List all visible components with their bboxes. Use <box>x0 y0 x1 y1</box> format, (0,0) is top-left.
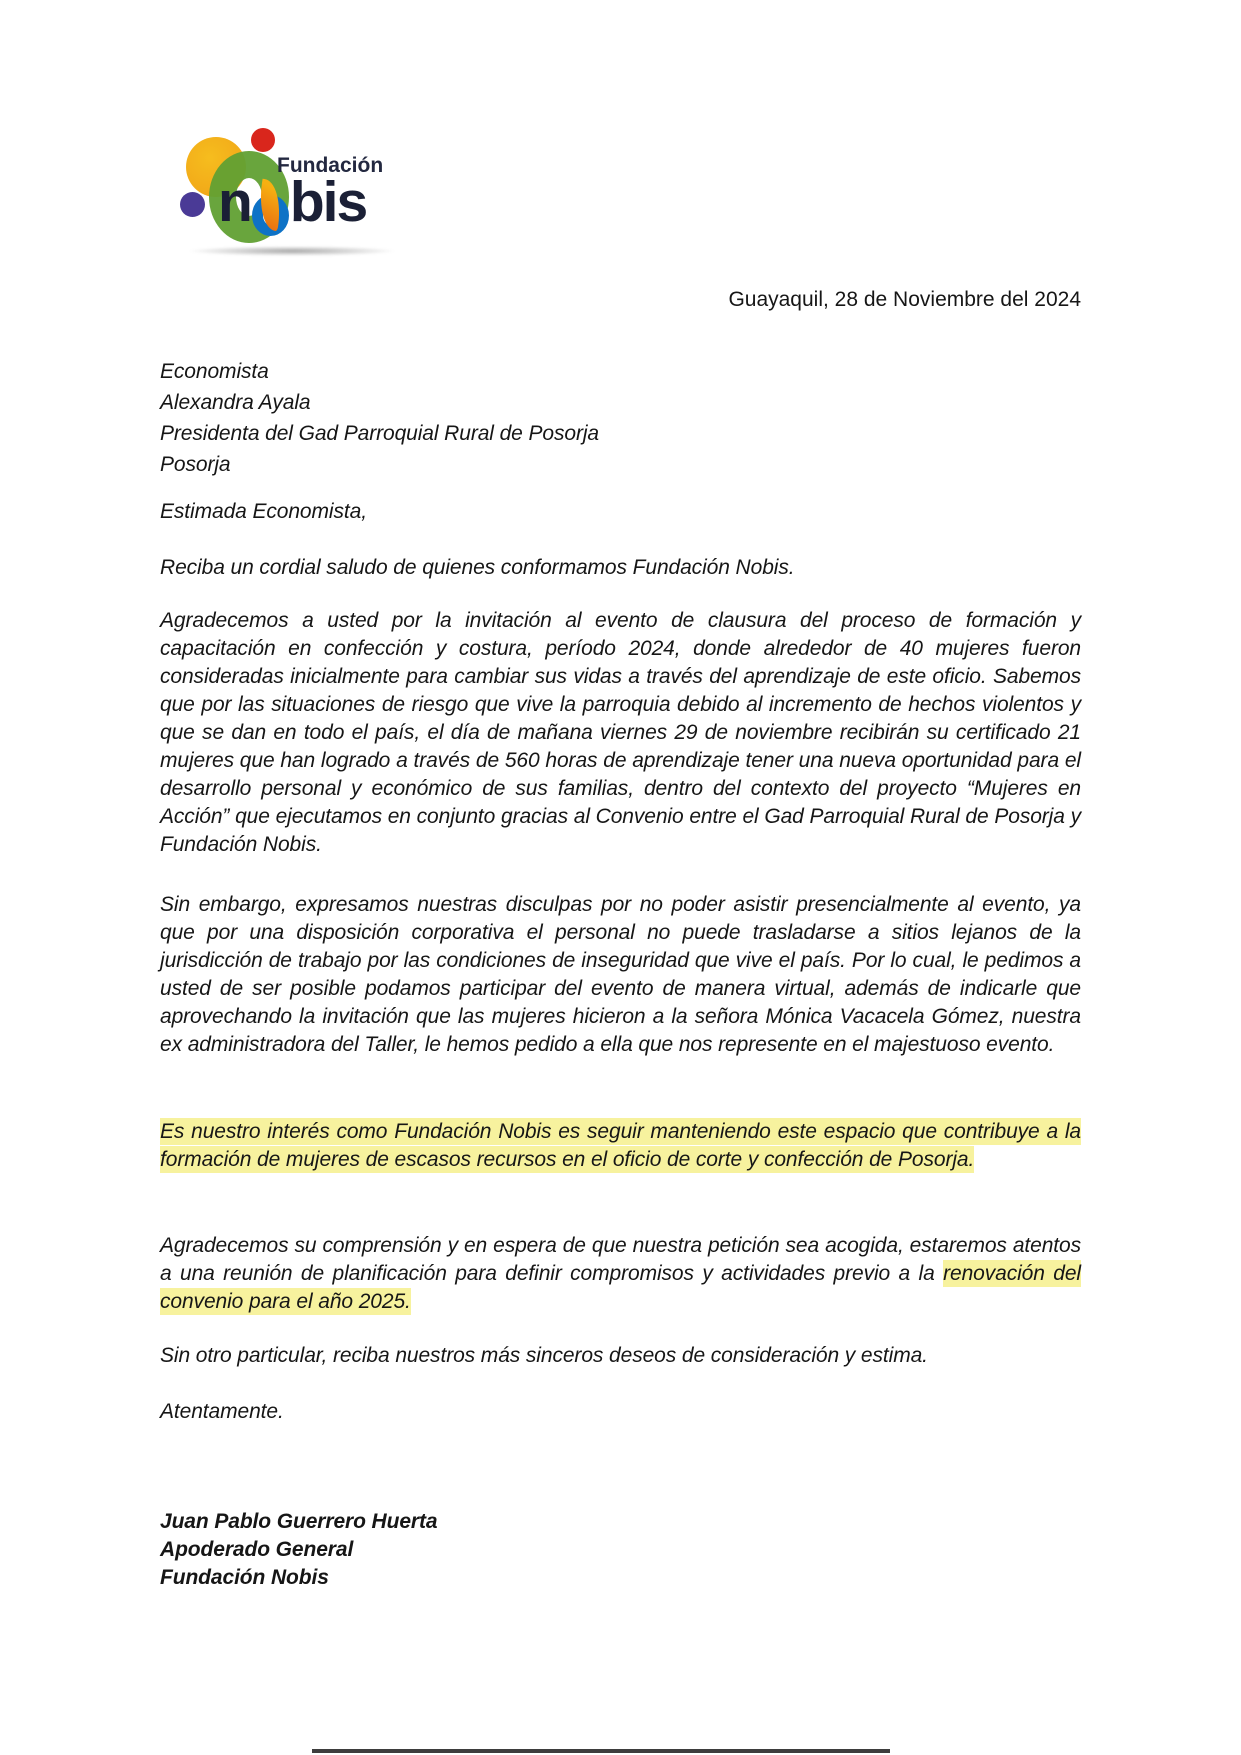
recipient-name: Alexandra Ayala <box>160 391 311 414</box>
highlighted-text: Es nuestro interés como Fundación Nobis es seguir manteniendo este espacio que contribuye a la formación de mujeres de escasos recursos en el oficio de corte y confección de Posorja. <box>160 1120 1081 1171</box>
opening-line: Reciba un cordial saludo de quienes conformamos Fundación Nobis. <box>160 556 795 579</box>
logo-red-circle-icon <box>251 128 275 152</box>
signature-block <box>160 1508 1081 1592</box>
paragraph-1: Agradecemos a usted por la invitación al evento de clausura del proceso de formación y capacitación en confección y costura, período 2024, donde alrededor de 40 mujeres fueron consideradas inicialmente para cambiar sus vidas a través del aprendizaje de este oficio. Sabemos que por las situaciones de riesgo que vive la parroquia debido al incremento de hechos violentos y que se dan en todo el país, el día de mañana viernes 29 de noviembre recibirán su certificado 21 mujeres que han logrado a través de 560 horas de aprendizaje tener una nueva oportunidad para el desarrollo personal y económico de sus familias, dentro del contexto del proyecto “Mujeres en Acción” que ejecutamos en conjunto gracias al Convenio entre el Gad Parroquial Rural de Posorja y Fundación Nobis. <box>160 609 1081 856</box>
recipient-role: Presidenta del Gad Parroquial Rural de Posorja <box>160 422 599 445</box>
closing-line: Sin otro particular, reciba nuestros más sinceros deseos de consideración y estima. <box>160 1344 928 1367</box>
logo-nobis-wordmark <box>218 170 367 234</box>
signer-org: Fundación Nobis <box>160 1566 329 1589</box>
logo-purple-circle-icon <box>180 192 205 217</box>
logo-letter-n: n <box>218 170 251 234</box>
salutation: Estimada Economista, <box>160 500 367 523</box>
logo-letters-bis: bis <box>289 170 367 234</box>
paragraph-4-normal-text: Agradecemos su comprensión y en espera de que nuestra petición sea acogida, estaremos atentos a una reunión de planificación para definir compromisos y actividades previo a la <box>160 1234 1081 1285</box>
valediction: Atentamente. <box>160 1400 284 1423</box>
signer-role: Apoderado General <box>160 1538 354 1561</box>
logo-fundacion-text: Fundación <box>277 154 384 177</box>
logo-shadow <box>188 246 396 256</box>
recipient-block <box>160 356 1081 480</box>
fundacion-nobis-logo <box>160 100 400 260</box>
highlighted-text: renovación del convenio para el año 2025. <box>160 1262 1081 1313</box>
date-line: Guayaquil, 28 de Noviembre del 2024 <box>728 288 1081 311</box>
signer-name: Juan Pablo Guerrero Huerta <box>160 1510 438 1533</box>
footer-line <box>312 1749 890 1753</box>
recipient-title: Economista <box>160 360 269 383</box>
paragraph-2: Sin embargo, expresamos nuestras disculpas por no poder asistir presencialmente al evento, ya que por una disposición corporativa el personal no puede trasladarse a sitios lejanos de la jurisdicción de trabajo por las condiciones de inseguridad que vive el país. Por lo cual, le pedimos a usted de ser posible podamos participar del evento de manera virtual, además de indicarle que aprovechando la invitación que las mujeres hicieron a la señora Mónica Vacacela Gómez, nuestra ex administradora del Taller, le hemos pedido a ella que nos represente en el majestuoso evento. <box>160 893 1081 1056</box>
recipient-city: Posorja <box>160 453 231 476</box>
paragraph-3 <box>160 1118 1081 1174</box>
paragraph-4 <box>160 1232 1081 1316</box>
